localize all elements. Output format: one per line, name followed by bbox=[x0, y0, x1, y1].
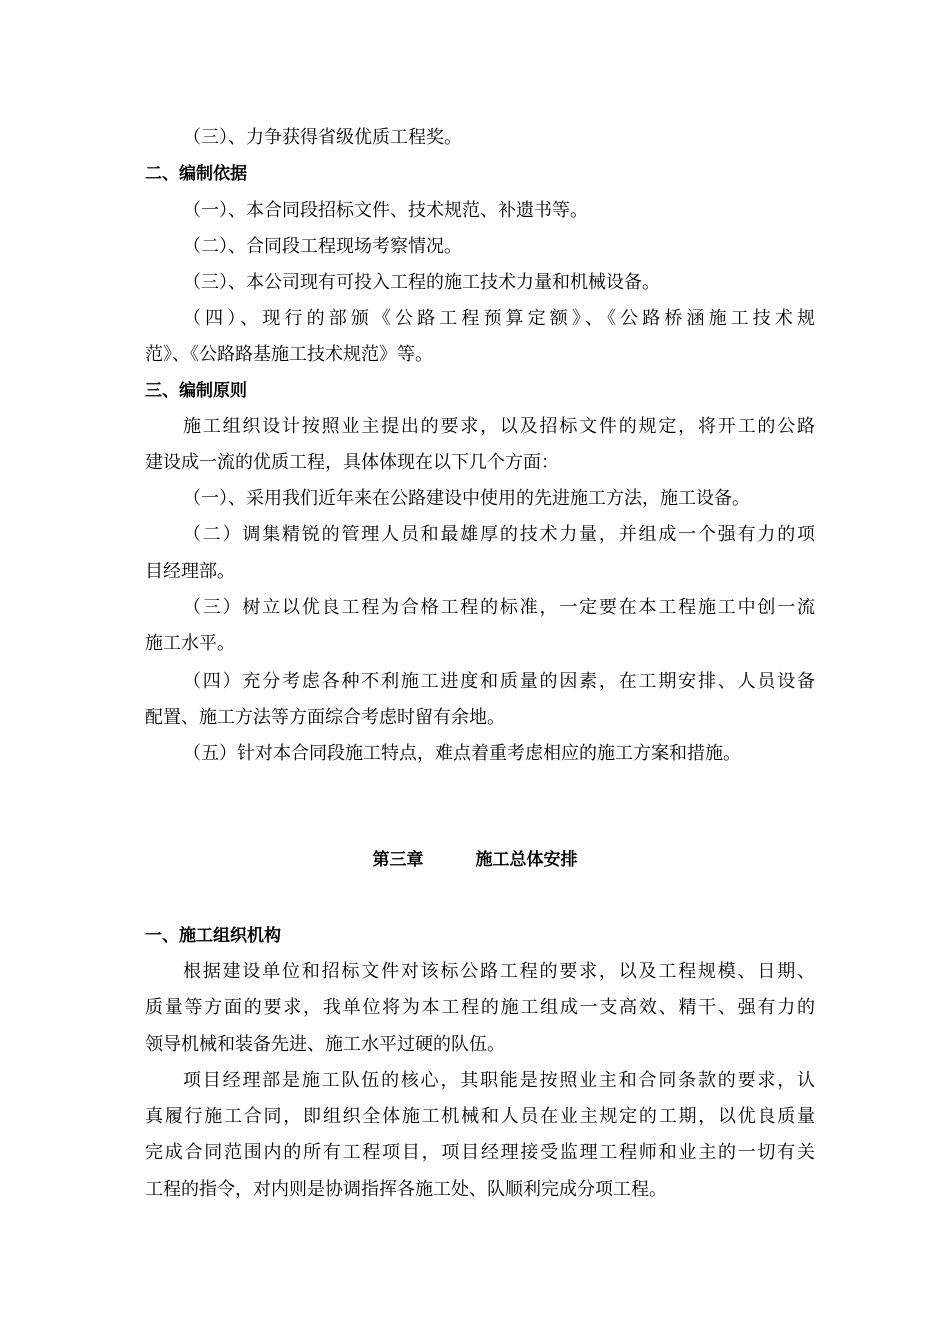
org-paragraph-2-line-3: 完成合同范围内的所有工程项目，项目经理接受监理工程师和业主的一切有关 bbox=[145, 1142, 815, 1163]
section-heading-basis: 二、编制依据 bbox=[145, 164, 247, 184]
principles-item-3-line-2: 施工水平。 bbox=[145, 633, 235, 654]
org-paragraph-2-line-1: 项目经理部是施工队伍的核心，其职能是按照业主和合同条款的要求，认 bbox=[183, 1070, 815, 1091]
principles-item-2-line-1: （二）调集精锐的管理人员和最雄厚的技术力量，并组成一个强有力的项 bbox=[183, 524, 815, 545]
chapter-title bbox=[0, 848, 950, 872]
principles-item-4-line-1: （四）充分考虑各种不利施工进度和质量的因素，在工期安排、人员设备 bbox=[183, 671, 815, 692]
basis-item-3: （三）、本公司现有可投入工程的施工技术力量和机械设备。 bbox=[183, 272, 660, 293]
org-paragraph-1-line-1: 根据建设单位和招标文件对该标公路工程的要求，以及工程规模、日期、 bbox=[183, 961, 815, 982]
principles-intro-line-1: 施工组织设计按照业主提出的要求，以及招标文件的规定，将开工的公路 bbox=[183, 416, 815, 437]
principles-item-3-line-1: （三）树立以优良工程为合格工程的标准，一定要在本工程施工中创一流 bbox=[183, 597, 815, 618]
org-paragraph-2-line-4: 工程的指令，对内则是协调指挥各施工处、队顺利完成分项工程。 bbox=[145, 1179, 667, 1200]
chapter-number: 第三章 bbox=[372, 850, 424, 870]
principles-intro-line-2: 建设成一流的优质工程，具体体现在以下几个方面： bbox=[145, 452, 559, 473]
goal-item-3: （三）、力争获得省级优质工程奖。 bbox=[183, 127, 462, 148]
basis-item-1: （一）、本合同段招标文件、技术规范、补遗书等。 bbox=[183, 200, 588, 221]
chapter-name: 施工总体安排 bbox=[475, 850, 578, 870]
section-heading-organization: 一、施工组织机构 bbox=[145, 926, 281, 946]
basis-item-4-line-1: （四）、现行的部颁《公路工程预算定额》、《公路桥涵施工技术规 bbox=[183, 308, 815, 329]
principles-item-5: （五）针对本合同段施工特点，难点着重考虑相应的施工方案和措施。 bbox=[183, 743, 741, 764]
org-paragraph-1-line-2: 质量等方面的要求，我单位将为本工程的施工组成一支高效、精干、强有力的 bbox=[145, 997, 815, 1018]
principles-item-1: （一）、采用我们近年来在公路建设中使用的先进施工方法，施工设备。 bbox=[183, 488, 750, 509]
principles-item-2-line-2: 目经理部。 bbox=[145, 561, 235, 582]
basis-item-4-line-2: 范》、《公路路基施工技术规范》等。 bbox=[145, 344, 433, 365]
principles-item-4-line-2: 配置、施工方法等方面综合考虑时留有余地。 bbox=[145, 707, 505, 728]
org-paragraph-1-line-3: 领导机械和装备先进、施工水平过硬的队伍。 bbox=[145, 1034, 505, 1055]
section-heading-principles: 三、编制原则 bbox=[145, 381, 247, 401]
basis-item-2: （二）、合同段工程现场考察情况。 bbox=[183, 236, 462, 257]
org-paragraph-2-line-2: 真履行施工合同，即组织全体施工机械和人员在业主规定的工期，以优良质量 bbox=[145, 1106, 815, 1127]
